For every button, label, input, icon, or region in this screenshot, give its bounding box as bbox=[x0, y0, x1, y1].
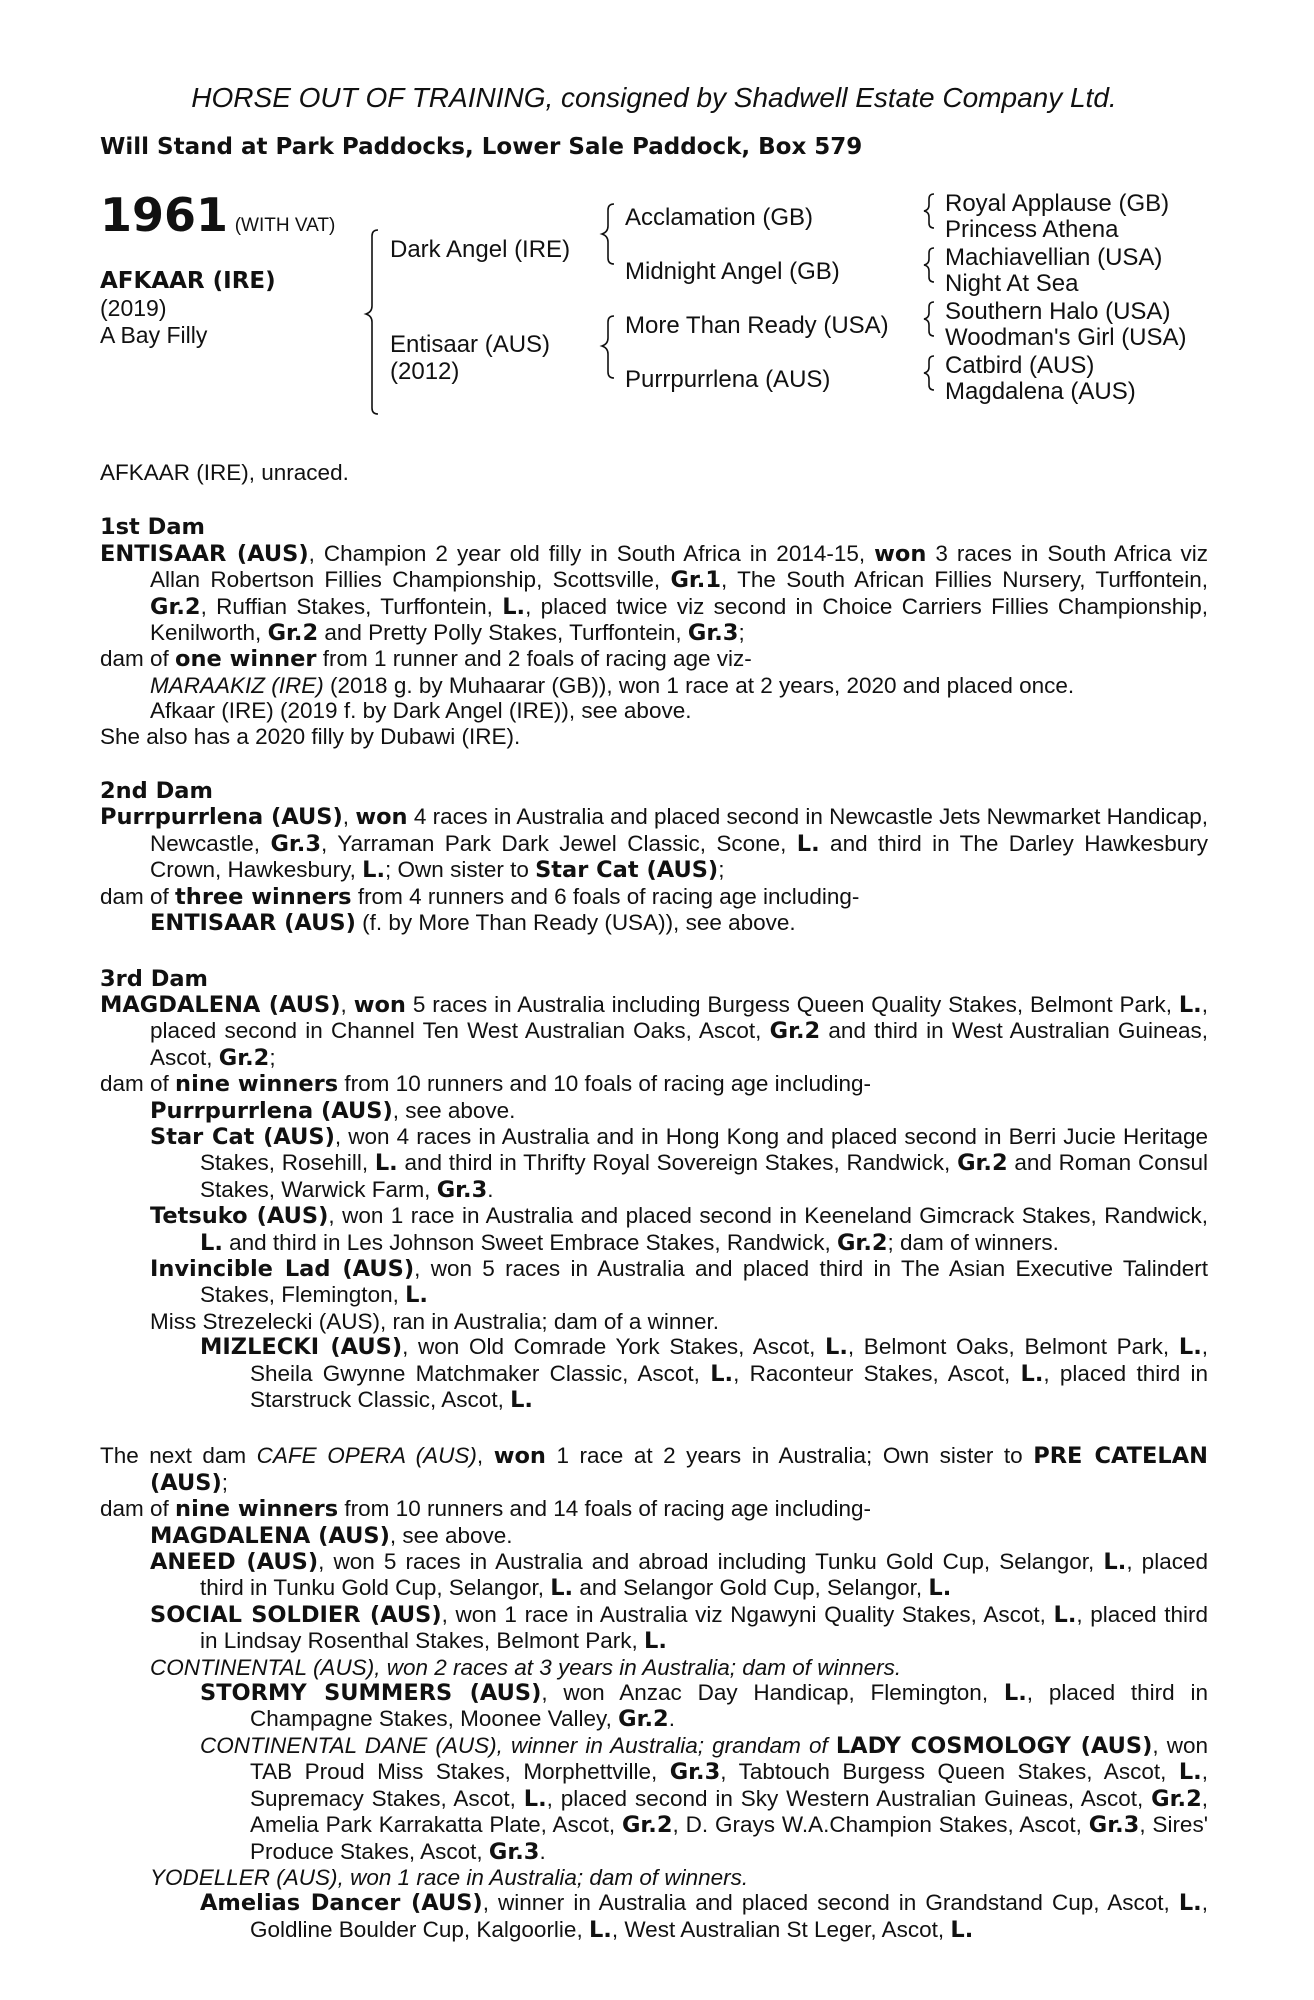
section-heading: 3rd Dam bbox=[100, 965, 208, 992]
produce-entry: ANEED (AUS), won 5 races in Australia and abroad including Tunku Gold Cup, Selangor, L., placed third in Tunku Gold Cup, Selangor, L. and Selangor Gold Cup, Selangor, L. bbox=[150, 1549, 1208, 1602]
second-dam-section bbox=[100, 779, 1208, 936]
ssd: Princess Athena bbox=[945, 216, 1119, 243]
produce-summary: dam of nine winners from 10 runners and 14 foals of racing age including- bbox=[100, 1496, 871, 1523]
produce-entry: Purrpurrlena (AUS), see above. bbox=[150, 1097, 516, 1124]
lot-number-row bbox=[100, 188, 335, 242]
produce-entry: ENTISAAR (AUS) (f. by More Than Ready (USA)), see above. bbox=[150, 910, 796, 937]
next-dam-section bbox=[100, 1443, 1208, 1943]
dam: Entisaar (AUS) bbox=[390, 331, 551, 358]
produce-summary: dam of nine winners from 10 runners and 10 foals of racing age including- bbox=[100, 1071, 871, 1098]
section-heading: 1st Dam bbox=[100, 514, 205, 541]
produce-entry: Miss Strezelecki (AUS), ran in Australia; dam of a winner. bbox=[150, 1308, 719, 1334]
produce-entry: CONTINENTAL DANE (AUS), winner in Australia; grandam of LADY COSMOLOGY (AUS), won TAB Proud Miss Stakes, Morphettville, Gr.3, Tabtouch Burgess Queen Stakes, Ascot, L., Supremacy Stakes, Ascot, L., placed second in Sky Western Australian Guineas, Ascot, Gr.2, Amelia Park Karrakatta Plate, Ascot, Gr.2, D. Grays W.A.Champion Stakes, Ascot, Gr.3, Sires' Produce Stakes, Ascot, Gr.3. bbox=[200, 1732, 1208, 1865]
dam-year: (2012) bbox=[390, 358, 460, 385]
produce-entry: STORMY SUMMERS (AUS), won Anzac Day Handicap, Flemington, L., placed third in Champagne Stakes, Moonee Valley, Gr.2. bbox=[200, 1680, 1208, 1733]
produce-entry: Star Cat (AUS), won 4 races in Australia and in Hong Kong and placed second in Berri Jucie Heritage Stakes, Rosehill, L. and third in Thrifty Royal Sovereign Stakes, Randwick, Gr.2 and Roman Consul Stakes, Warwick Farm, Gr.3. bbox=[150, 1123, 1208, 1203]
produce-entry: MARAAKIZ (IRE) (2018 g. by Muhaarar (GB)), won 1 race at 2 years, 2020 and placed once. bbox=[150, 672, 1075, 698]
catalogue-body bbox=[100, 460, 1208, 1943]
produce-entry: Tetsuko (AUS), won 1 race in Australia and placed second in Keeneland Gimcrack Stakes, Randwick, L. and third in Les Johnson Sweet Embrace Stakes, Randwick, Gr.2; dam of winners. bbox=[150, 1203, 1209, 1256]
sire: Dark Angel (IRE) bbox=[390, 236, 571, 263]
sire-sire: Acclamation (GB) bbox=[625, 204, 814, 231]
produce-entry: Invincible Lad (AUS), won 5 races in Australia and placed third in The Asian Executive Talindert Stakes, Flemington, L. bbox=[150, 1255, 1208, 1309]
dam-record: ENTISAAR (AUS), Champion 2 year old filly in South Africa in 2014-15, won 3 races in South Africa viz Allan Robertson Fillies Championship, Scottsville, Gr.1, The South African Fillies Nursery, Turffontein, Gr.2, Ruffian Stakes, Turffontein, L., placed twice viz second in Choice Carriers Fillies Championship, Kenilworth, Gr.2 and Pretty Polly Stakes, Turffontein, Gr.3; bbox=[100, 540, 1208, 647]
produce-entry: Amelias Dancer (AUS), winner in Australia and placed second in Grandstand Cup, Ascot, L., Goldline Boulder Cup, Kalgoorlie, L., West Australian St Leger, Ascot, L. bbox=[200, 1890, 1208, 1943]
dam-record: Purrpurrlena (AUS), won 4 races in Australia and placed second in Newcastle Jets Newmarket Handicap, Newcastle, Gr.3, Yarraman Park Dark Jewel Classic, Scone, L. and third in The Darley Hawkesbury Crown, Hawkesbury, L.; Own sister to Star Cat (AUS); bbox=[100, 804, 1208, 884]
sire-dam: Midnight Angel (GB) bbox=[625, 258, 840, 285]
consignment-line: HORSE OUT OF TRAINING, consigned by Shadwell Estate Company Ltd. bbox=[191, 82, 1117, 113]
dam-record: The next dam CAFE OPERA (AUS), won 1 race at 2 years in Australia; Own sister to PRE CATELAN (AUS); bbox=[100, 1443, 1208, 1496]
intro-line: AFKAAR (IRE), unraced. bbox=[100, 460, 349, 485]
produce-entry: Afkaar (IRE) (2019 f. by Dark Angel (IRE)), see above. bbox=[150, 698, 692, 724]
dss: Southern Halo (USA) bbox=[945, 298, 1171, 325]
produce-entry: MIZLECKI (AUS), won Old Comrade York Stakes, Ascot, L., Belmont Oaks, Belmont Park, L., Sheila Gwynne Matchmaker Classic, Ascot, L., Raconteur Stakes, Ascot, L., placed third in Starstruck Classic, Ascot, L. bbox=[200, 1334, 1209, 1413]
produce-summary: dam of three winners from 4 runners and 6 foals of racing age including- bbox=[100, 883, 860, 910]
lot-number: 1961 bbox=[100, 188, 229, 242]
dam-record: MAGDALENA (AUS), won 5 races in Australia including Burgess Queen Quality Stakes, Belmont Park, L., placed second in Channel Ten West Australian Oaks, Ascot, Gr.2 and third in West Australian Guineas, Ascot, Gr.2; bbox=[100, 991, 1208, 1071]
vat-note: (WITH VAT) bbox=[234, 215, 336, 236]
ddd: Magdalena (AUS) bbox=[945, 378, 1136, 405]
dds: Catbird (AUS) bbox=[945, 352, 1095, 379]
horse-description: A Bay Filly bbox=[100, 322, 208, 348]
produce-entry: CONTINENTAL (AUS), won 2 races at 3 years in Australia; dam of winners. bbox=[150, 1654, 902, 1680]
horse-year: (2019) bbox=[100, 295, 167, 321]
produce-note: She also has a 2020 filly by Dubawi (IRE). bbox=[100, 723, 521, 749]
produce-summary: dam of one winner from 1 runner and 2 foals of racing age viz- bbox=[100, 646, 752, 673]
sds: Machiavellian (USA) bbox=[945, 244, 1163, 271]
produce-entry: MAGDALENA (AUS), see above. bbox=[150, 1522, 513, 1549]
first-dam-section bbox=[100, 515, 1208, 749]
catalogue-page bbox=[100, 70, 1208, 1943]
section-heading: 2nd Dam bbox=[100, 778, 213, 805]
horse-name: AFKAAR (IRE) bbox=[100, 268, 276, 294]
dam-dam: Purrpurrlena (AUS) bbox=[625, 366, 831, 393]
sdd: Night At Sea bbox=[945, 270, 1079, 297]
pedigree-table bbox=[100, 188, 1208, 438]
dsd: Woodman's Girl (USA) bbox=[945, 324, 1187, 351]
dam-sire: More Than Ready (USA) bbox=[625, 312, 889, 339]
stand-location: Will Stand at Park Paddocks, Lower Sale Paddock, Box 579 bbox=[100, 134, 863, 160]
produce-entry: SOCIAL SOLDIER (AUS), won 1 race in Australia viz Ngawyni Quality Stakes, Ascot, L., placed third in Lindsay Rosenthal Stakes, Belmont Park, L. bbox=[150, 1601, 1209, 1655]
produce-entry: YODELLER (AUS), won 1 race in Australia; dam of winners. bbox=[150, 1864, 749, 1890]
third-dam-section bbox=[100, 967, 1208, 1414]
sss: Royal Applause (GB) bbox=[945, 190, 1170, 217]
